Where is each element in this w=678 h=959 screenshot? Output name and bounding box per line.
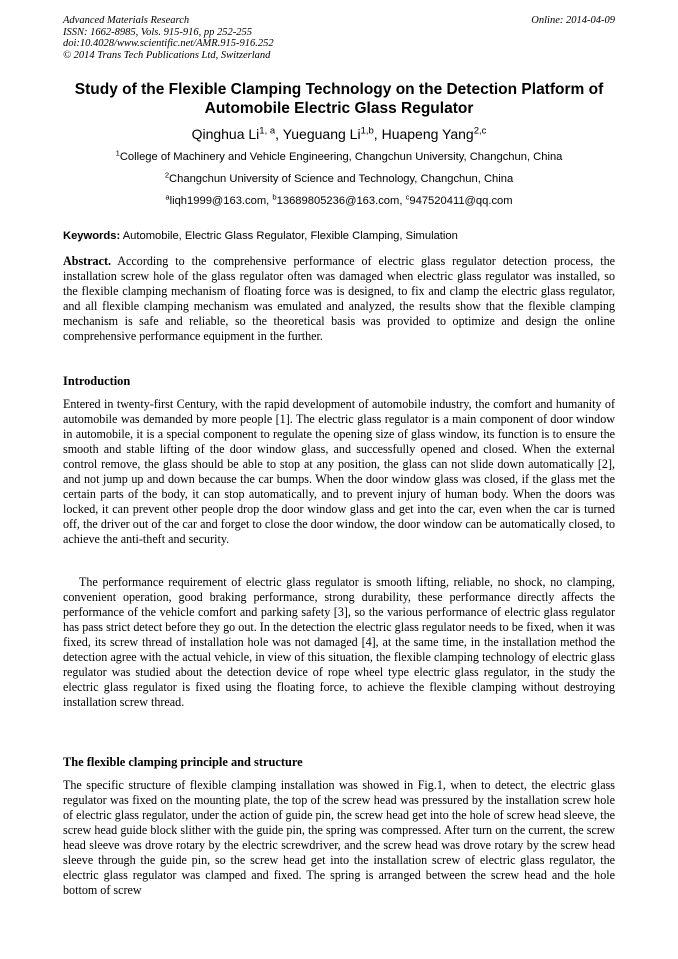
paper-title bbox=[50, 80, 628, 118]
abstract-label: Abstract. bbox=[63, 254, 112, 268]
section2-paragraph-1: The specific structure of flexible clamping installation was showed in Fig.1, when to detect, the electric glass regulator was fixed on the mounting plate, the top of the screw head was pressured by the installation screw hole of electric glass regulator, under the action of guide pin, the screw head get into the hole of screw head sleeve, the screw head guide block slither with the guide pin, the spring was compressed. After turn on the current, the screw head sleeve was drove rotary by the electric screwdriver, and the screw head was drove rotary by the screw head sleeve through the guide pin, so the screw head get into the installation screw of electric glass regulator, the electric glass regulator was clamped and fixed. The spring is arranged between the screw head and the hole bottom of screw bbox=[63, 778, 615, 898]
affiliation-marker: 2 bbox=[164, 170, 170, 180]
affiliation-text: Changchun University of Science and Technology, Changchun, China bbox=[169, 173, 514, 185]
keywords-text: Automobile, Electric Glass Regulator, Flexible Clamping, Simulation bbox=[120, 230, 458, 242]
email-line bbox=[40, 194, 638, 208]
abstract-text: According to the comprehensive performance of electric glass regulator detection process, the installation screw hole of the glass regulator often was damaged when electric glass regulator was installed, so the flexible clamping mechanism of floating force was is designed, to fix and clamp the electric glass regulator, and all flexible clamping mechanism was emulated and analyzed, the results show that the flexible clamping mechanism is safe and reliable, so the theoretical basis was provided to optimize and design the online comprehensive performance equipment in the further. bbox=[63, 254, 615, 344]
title-line-1: Study of the Flexible Clamping Technology on the Detection Platform of bbox=[74, 81, 604, 98]
journal-header bbox=[63, 15, 483, 61]
author-name: Qinghua Li bbox=[191, 126, 260, 142]
section-heading-introduction: Introduction bbox=[63, 374, 131, 388]
author-superscript: 2,c bbox=[473, 125, 487, 137]
keywords-line bbox=[63, 229, 623, 243]
author-separator: , bbox=[373, 126, 382, 142]
email-marker: c bbox=[405, 192, 410, 202]
author-superscript: 1,b bbox=[360, 125, 374, 137]
email-marker: a bbox=[165, 192, 170, 202]
author-name: Yueguang Li bbox=[282, 126, 361, 142]
author-separator: , bbox=[275, 126, 283, 142]
author-name: Huapeng Yang bbox=[381, 126, 474, 142]
intro-paragraph-2: The performance requirement of electric glass regulator is smooth lifting, reliable, no shock, no clamping, convenient operation, good braking performance, strong durability, these performance directly affects the performance of the vehicle comfort and parking safety [3], so the various performance of electric glass regulator has pass strict detect before they go out. In the detection the electric glass regulator needs to be fixed, when it was fixed, its screw thread of installation hole was not damaged [4], at the same time, in the installation method the detection agree with the actual vehicle, in view of this situation, the flexible clamping technology of electric glass regulator was studied about the detection device of rope wheel type electric glass regulator, in the study the electric glass regulator is fixed using the floating force, to achieve the flexible clamping without destroying installation screw thread. bbox=[63, 575, 615, 710]
keywords-label: Keywords: bbox=[63, 230, 121, 242]
affiliation-1 bbox=[40, 150, 638, 164]
email-address: 947520411@qq.com bbox=[409, 195, 513, 207]
title-line-2: Automobile Electric Glass Regulator bbox=[204, 100, 474, 117]
intro-paragraph-1: Entered in twenty-first Century, with the rapid development of automobile industry, the comfort and humanity of automobile was demanded by more people [1]. The electric glass regulator is a main component of door window in automobile, it is a special component to regulate the opening size of glass window, its function is to ensure the smooth and stable lifting of the door window glass, and successfully opened and closed. When the external control remove, the glass should be able to stop at any position, the glass can not slide down automatically [2], and not jump up and down because the car bumps. When the door window glass was closed, if the glass met the certain parts of the body, it can stop automatically, and to prevent injury of human body. When the doors was locked, it can prevent other people drop the door window glass and get into the car, even when the car is turned off, the driver out of the car and forget to close the door window, the door window can be automatically closed, to achieve the anti-theft and security. bbox=[63, 397, 615, 547]
doi-line: doi:10.4028/www.scientific.net/AMR.915-916.252 bbox=[63, 38, 274, 49]
affiliation-2 bbox=[40, 172, 638, 186]
section-heading-clamping: The flexible clamping principle and structure bbox=[63, 755, 303, 769]
issn-line: ISSN: 1662-8985, Vols. 915-916, pp 252-255 bbox=[63, 26, 252, 38]
abstract-paragraph bbox=[63, 254, 615, 344]
affiliation-text: College of Machinery and Vehicle Engineering, Changchun University, Changchun, China bbox=[119, 151, 563, 163]
online-date: Online: 2014-04-09 bbox=[531, 15, 615, 26]
author-list bbox=[40, 125, 638, 143]
email-marker: b bbox=[272, 192, 277, 202]
email-address: liqh1999@163.com, bbox=[169, 195, 273, 207]
author-superscript: 1, a bbox=[259, 125, 276, 137]
copyright-line: © 2014 Trans Tech Publications Ltd, Switzerland bbox=[63, 49, 271, 61]
email-address: 13689805236@163.com, bbox=[276, 195, 406, 207]
affiliation-marker: 1 bbox=[115, 148, 120, 158]
journal-name: Advanced Materials Research bbox=[63, 15, 190, 26]
